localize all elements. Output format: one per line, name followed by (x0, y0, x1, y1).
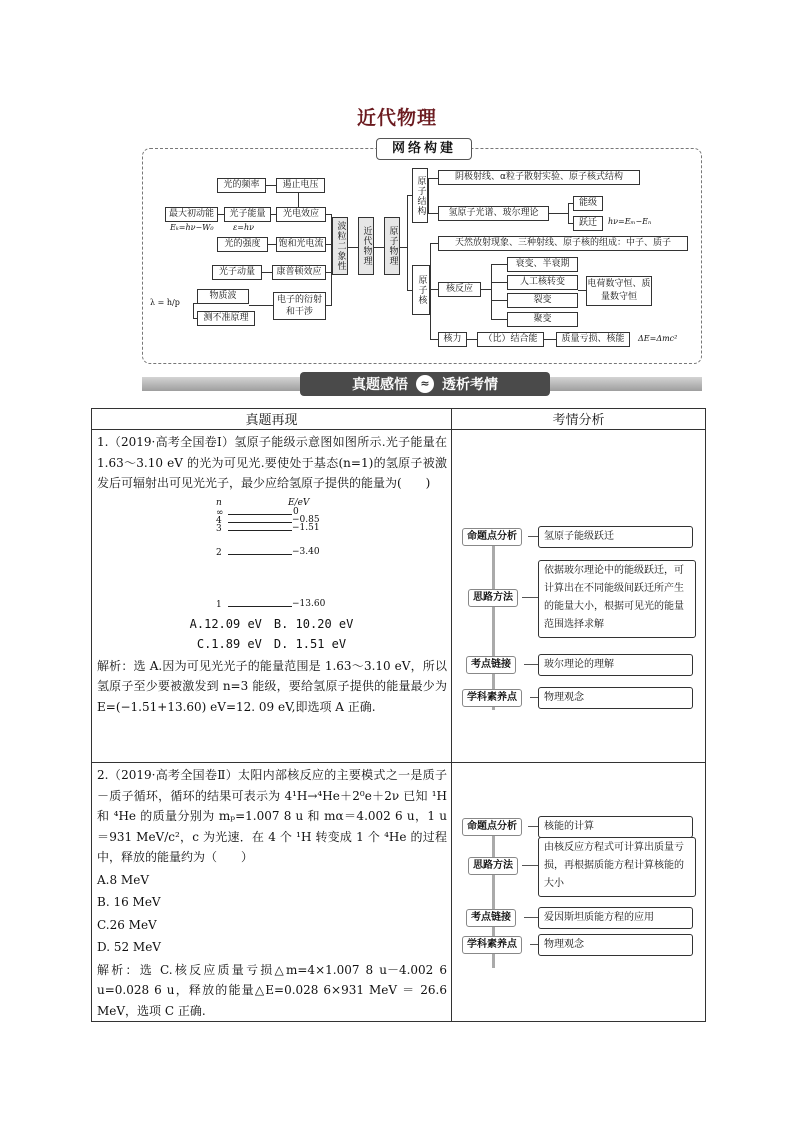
question-1-stem: 1.（2019·高考全国卷Ⅰ）氢原子能级示意图如图所示.光子能量在 1.63～3.10 eV 的光为可见光.要使处于基态(n=1)的氢原子被激发后可辐射出可见光光子，最少应给氢原子提供的能量为( ) (97, 435, 447, 490)
node-cathode-rays: 阴极射线、α粒子散射实验、原子核式结构 (438, 170, 640, 185)
node-nuclear-force: 核力 (438, 332, 467, 347)
node-atomic-structure: 原子结构 (412, 168, 428, 223)
eq-ek: Eₖ=hν−W₀ (170, 223, 214, 232)
node-uncertainty-principle: 测不准原理 (197, 311, 255, 326)
section-banner (300, 372, 550, 396)
tag-proposition-2: 命题点分析 (462, 818, 522, 836)
node-compton-effect: 康普顿效应 (272, 265, 326, 280)
question-1-options-cd: C.1.89 eV D. 1.51 eV (196, 636, 347, 651)
node-light-frequency: 光的频率 (217, 178, 266, 193)
tag-link-2: 考点链接 (466, 909, 516, 927)
banner-left-text: 真题感悟 (352, 377, 408, 393)
value-method-2: 由核反应方程式可计算出质量亏损，再根据质能方程计算核能的大小 (538, 837, 696, 897)
question-2-option-d: D. 52 MeV (97, 940, 161, 954)
node-atomic-physics: 原子物理 (384, 217, 400, 275)
node-transition: 跃迁 (573, 216, 603, 231)
energy-level-diagram: n E/eV ∞ 0 4 −0.85 3 −1.51 2 −3.40 1 −13.60 (216, 497, 326, 610)
question-2-option-a: A.8 MeV (97, 872, 149, 887)
node-photoelectric-effect: 光电效应 (276, 207, 326, 222)
eq-transition: hν=Eₘ−Eₙ (608, 217, 652, 226)
node-matter-wave: 物质波 (197, 289, 249, 304)
tag-method-2: 思路方法 (468, 857, 518, 875)
node-modern-physics: 近代物理 (358, 217, 374, 275)
diagram-n-label: n (216, 497, 222, 508)
value-link: 玻尔理论的理解 (538, 654, 693, 676)
question-1-analysis-cell (452, 430, 706, 763)
node-mass-defect: 质量亏损、核能 (556, 332, 630, 347)
node-nuclear-reaction: 核反应 (438, 282, 481, 297)
tag-link: 考点链接 (466, 656, 516, 674)
question-2-option-c: C.26 MeV (97, 917, 157, 932)
value-method: 依据玻尔理论中的能级跃迁，可计算出在不同能级间跃迁所产生的能量大小，根据可见光的能量范围选择求解 (538, 560, 696, 638)
node-fission: 裂变 (507, 293, 578, 308)
node-energy-level: 能级 (573, 196, 603, 211)
wave-icon: ≈ (416, 375, 434, 393)
question-2-analysis: 解析：选 C.核反应质量亏损△m=4×1.007 8 u－4.002 6 u=0.028 6 u，释放的能量△E=0.028 6×931 MeV ＝ 26.6 MeV，选项 C 正确. (97, 962, 447, 1018)
question-2-analysis-cell (452, 763, 706, 1022)
exam-table (91, 408, 706, 1022)
node-electron-diffraction: 电子的衍射和干涉 (273, 292, 326, 320)
node-wave-particle-duality: 波粒二象性 (332, 217, 348, 275)
question-2-analysis-panel (452, 763, 705, 1008)
value-literacy-2: 物理观念 (538, 934, 693, 956)
eq-eps: ε=hν (233, 223, 255, 232)
node-binding-energy: （比）结合能 (477, 332, 544, 347)
node-decay: 衰变、半衰期 (507, 257, 578, 272)
column-header-analysis: 考情分析 (452, 409, 706, 430)
question-1-cell (92, 430, 452, 763)
node-artificial-transmutation: 人工核转变 (507, 275, 578, 290)
node-bohr-theory: 氢原子光谱、玻尔理论 (438, 206, 549, 221)
question-1-options-ab: A.12.09 eV B. 10.20 eV (189, 616, 354, 631)
diagram-e-label: E/eV (288, 497, 310, 508)
node-conservation: 电荷数守恒、质量数守恒 (586, 276, 652, 306)
node-photon-energy: 光子能量 (224, 207, 271, 222)
column-header-questions: 真题再现 (92, 409, 452, 430)
banner-right-text: 透析考情 (442, 377, 498, 393)
eq-mass-energy: ΔE=Δmc² (638, 334, 678, 343)
tag-method: 思路方法 (468, 589, 518, 607)
question-2-cell (92, 763, 452, 1022)
page-title: 近代物理 (356, 107, 437, 129)
question-2-option-b: B. 16 MeV (97, 895, 161, 909)
node-stop-voltage: 遏止电压 (276, 178, 325, 193)
node-nucleus: 原子核 (412, 265, 430, 315)
concept-map-header: 网络构建 (376, 138, 472, 160)
question-1-analysis-panel (452, 430, 705, 760)
question-1-analysis: 解析：选 A.因为可见光光子的能量范围是 1.63～3.10 eV，所以氢原子至少要被激发到 n=3 能级，要给氢原子提供的能量最少为 E=(−1.51+13.60) eV=12. 09 eV,即选项 A 正确. (97, 658, 447, 714)
tag-literacy-2: 学科素养点 (462, 936, 522, 954)
node-light-intensity: 光的强度 (217, 237, 268, 252)
question-2-stem: 2.（2019·高考全国卷Ⅱ）太阳内部核反应的主要模式之一是质子－质子循环，循环的结果可表示为 4¹H→⁴He＋2⁰e＋2ν 已知 ¹H 和 ⁴He 的质量分别为 mₚ=1.007 8 u 和 mα＝4.002 6 u，1 u＝931 MeV/c²，c 为光速．在 4 个 ¹H 转变成 1 个 ⁴He 的过程中，释放的能量约为（ ） (97, 768, 447, 864)
node-fusion: 聚变 (507, 312, 578, 327)
eq-lambda: λ = h/p (150, 298, 180, 307)
node-photon-momentum: 光子动量 (212, 265, 262, 280)
tag-proposition: 命题点分析 (462, 528, 522, 546)
value-proposition: 氢原子能级跃迁 (538, 526, 693, 548)
value-link-2: 爱因斯坦质能方程的应用 (538, 907, 693, 929)
value-proposition-2: 核能的计算 (538, 816, 693, 838)
node-radioactivity: 天然放射现象、三种射线、原子核的组成：中子、质子 (438, 236, 688, 251)
tag-literacy: 学科素养点 (462, 689, 522, 707)
node-max-kinetic-energy: 最大初动能 (165, 207, 218, 222)
value-literacy: 物理观念 (538, 687, 693, 709)
node-saturation-current: 饱和光电流 (276, 237, 326, 252)
